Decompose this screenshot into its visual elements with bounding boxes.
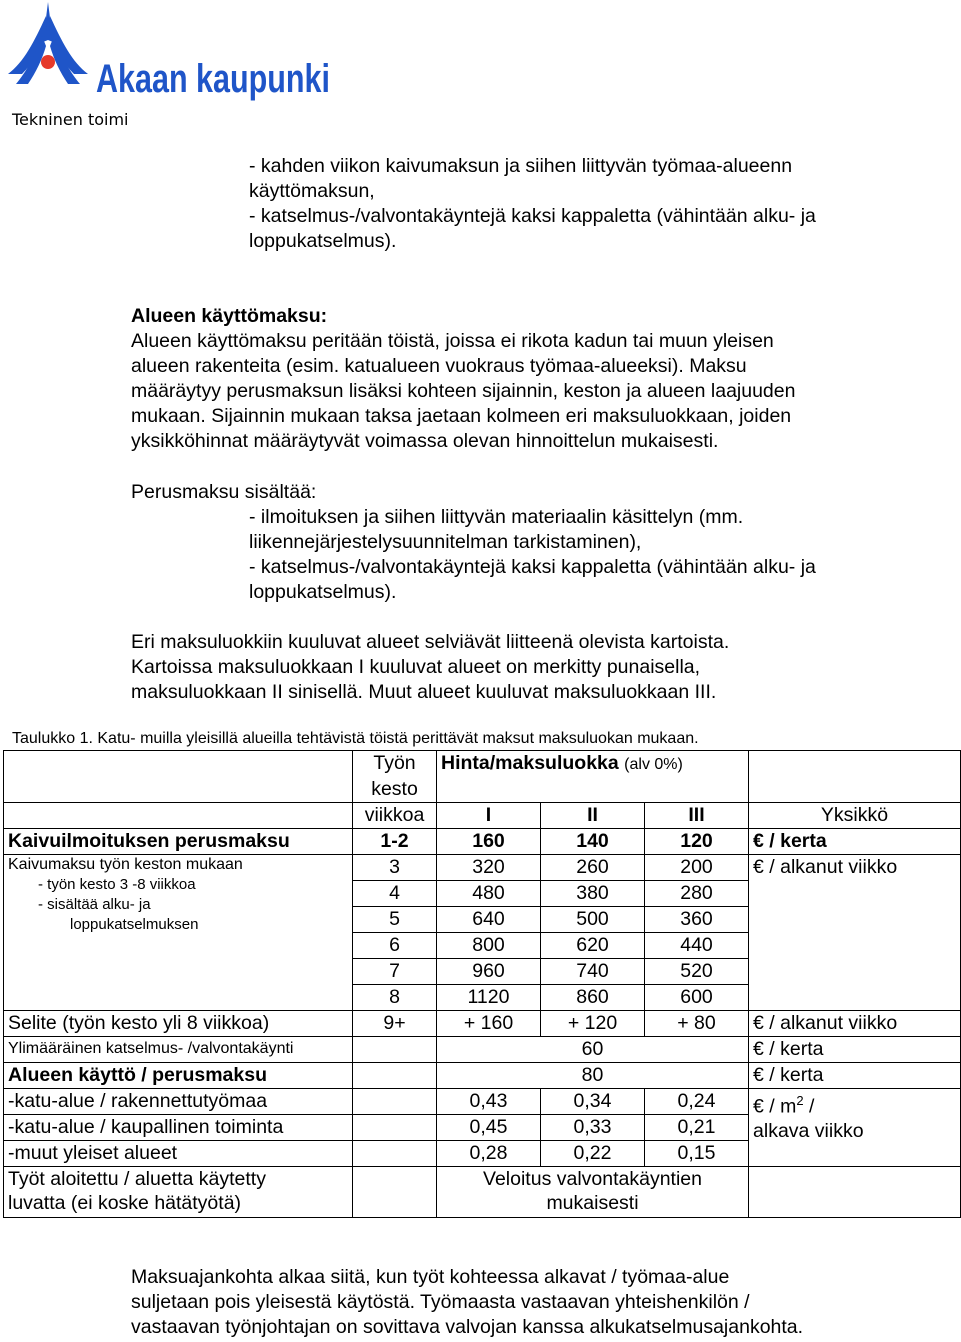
payment-timing-paragraph	[131, 1265, 803, 1340]
empty-cell	[353, 1089, 437, 1115]
price-cell: 280	[645, 881, 749, 907]
text-line: loppukatselmus).	[249, 230, 397, 252]
empty-cell	[4, 803, 353, 829]
table-row	[4, 1063, 961, 1089]
unit-cell: € / kerta	[749, 1037, 961, 1063]
class-header: III	[645, 803, 749, 829]
price-cell: + 160	[437, 1011, 541, 1037]
table-row	[4, 1011, 961, 1037]
price-cell: 0,24	[645, 1089, 749, 1115]
city-logo	[4, 2, 334, 102]
text-line: yksikköhinnat määräytyvät voimassa olevan hinnoittelun mukaisesti.	[131, 430, 719, 452]
price-cell: 620	[541, 933, 645, 959]
price-cell: 160	[437, 829, 541, 855]
logo-text: Akaan kaupunki	[96, 57, 330, 101]
text-line: Maksuajankohta alkaa siitä, kun työt kohteessa alkavat / työmaa-alue	[131, 1266, 730, 1288]
price-cell: 520	[645, 959, 749, 985]
price-cell: 480	[437, 881, 541, 907]
price-cell: 0,21	[645, 1115, 749, 1141]
text-line: - ilmoituksen ja siihen liittyvän materiaalin käsittelyn (mm.	[249, 506, 744, 528]
price-cell: + 80	[645, 1011, 749, 1037]
row-label: Työt aloitettu / aluetta käytetty luvatta (ei koske hätätyötä)	[4, 1167, 353, 1218]
price-cell: 0,22	[541, 1141, 645, 1167]
unit-line: € / $m^2$ /	[753, 1093, 815, 1118]
class-header: II	[541, 803, 645, 829]
unit-cell: € / kerta	[749, 829, 961, 855]
empty-cell	[353, 1063, 437, 1089]
text-line: alueen rakenteita (esim. katualueen vuokraus työmaa-alueeksi). Maksu	[131, 355, 747, 377]
price-cell: 0,15	[645, 1141, 749, 1167]
table-header-row	[4, 751, 961, 778]
duration-cell: 9+	[353, 1011, 437, 1037]
text-line: - katselmus-/valvontakäyntejä kaksi kappaletta (vähintään alku- ja	[249, 556, 816, 578]
price-cell: 0,28	[437, 1141, 541, 1167]
price-cell: 0,45	[437, 1115, 541, 1141]
base-fee-list	[249, 505, 816, 605]
price-cell: 600	[645, 985, 749, 1011]
price-cell: + 120	[541, 1011, 645, 1037]
price-cell: 80	[437, 1063, 749, 1089]
duration-cell: 1-2	[353, 829, 437, 855]
table-row	[4, 829, 961, 855]
duration-cell: 3	[353, 855, 437, 881]
price-cell: 500	[541, 907, 645, 933]
unit-cell: € / alkanut viikko	[749, 855, 961, 1011]
table-caption: Taulukko 1. Katu- muilla yleisillä alueilla tehtävistä töistä perittävät maksut maksuluokan mukaan.	[12, 730, 699, 747]
duration-cell: 4	[353, 881, 437, 907]
text-line: mukaan. Sijainnin mukaan taksa jaetaan kolmeen eri maksuluokkaan, joiden	[131, 405, 792, 427]
empty-cell	[4, 751, 353, 778]
duration-cell: 6	[353, 933, 437, 959]
row-label: -muut yleiset alueet	[4, 1141, 353, 1167]
row-label: Ylimääräinen katselmus- /valvontakäynti	[4, 1037, 353, 1063]
price-cell: 140	[541, 829, 645, 855]
logo-emblem-icon	[8, 2, 88, 84]
duration-cell: 7	[353, 959, 437, 985]
note-line: loppukatselmuksen	[70, 916, 199, 933]
row-label: Selite (työn kesto yli 8 viikkoa)	[4, 1011, 353, 1037]
text-line: suljetaan pois yleisestä käytöstä. Työmaasta vastaavan yhteishenkilön /	[131, 1291, 750, 1313]
unit-cell: € / alkanut viikko	[749, 1011, 961, 1037]
section-heading: Alueen käyttömaksu:	[131, 305, 328, 327]
text-line: käyttömaksun,	[249, 180, 375, 202]
area-unit-cell	[749, 1089, 961, 1167]
table-header-row	[4, 803, 961, 829]
unit-header: Yksikkö	[749, 803, 961, 829]
text-line: - katselmus-/valvontakäyntejä kaksi kappaletta (vähintään alku- ja	[249, 205, 816, 227]
table-row	[4, 855, 961, 881]
price-cell: 380	[541, 881, 645, 907]
price-cell: 360	[645, 907, 749, 933]
price-cell: 260	[541, 855, 645, 881]
text-line: Kartoissa maksuluokkaan I kuuluvat alueet on merkitty punaisella,	[131, 656, 701, 678]
price-cell: 800	[437, 933, 541, 959]
area-fee-section	[131, 304, 795, 454]
intro-paragraph	[249, 154, 816, 254]
text-line: liikennejärjestelysuunnitelman tarkistaminen),	[249, 531, 642, 553]
price-cell: Veloitus valvontakäyntien mukaisesti	[437, 1167, 749, 1218]
class-header: I	[437, 803, 541, 829]
row-label: -katu-alue / kaupallinen toiminta	[4, 1115, 353, 1141]
text-line: loppukatselmus).	[249, 581, 397, 603]
text-line: maksuluokkaan II sinisellä. Muut alueet kuuluvat maksuluokkaan III.	[131, 681, 717, 703]
table-row	[4, 1037, 961, 1063]
price-cell: 120	[645, 829, 749, 855]
note-line: - sisältää alku- ja	[38, 896, 151, 913]
note-line: - työn kesto 3 -8 viikkoa	[38, 876, 196, 893]
text-line: vastaavan työnjohtajan on sovittava valvojan kanssa alkukatselmusajankohta.	[131, 1316, 804, 1338]
base-fee-heading: Perusmaksu sisältää:	[131, 481, 317, 503]
price-cell: 640	[437, 907, 541, 933]
duration-cell: 8	[353, 985, 437, 1011]
duration-header: Työn	[353, 751, 437, 778]
empty-cell	[437, 777, 749, 803]
fee-table	[3, 750, 961, 1218]
duration-cell: 5	[353, 907, 437, 933]
empty-cell	[353, 1167, 437, 1218]
price-cell: 320	[437, 855, 541, 881]
table-row	[4, 1089, 961, 1115]
price-cell: 1120	[437, 985, 541, 1011]
price-cell: 0,33	[541, 1115, 645, 1141]
empty-cell	[353, 1115, 437, 1141]
empty-cell	[4, 777, 353, 803]
text-line: Eri maksuluokkiin kuuluvat alueet selviävät liitteenä olevista kartoista.	[131, 631, 730, 653]
price-header: Hinta/maksuluokka (alv 0%)	[437, 751, 749, 778]
empty-cell	[749, 777, 961, 803]
price-cell: 60	[437, 1037, 749, 1063]
dig-fee-label	[4, 855, 353, 1011]
empty-cell	[353, 1037, 437, 1063]
text-line: Alueen käyttömaksu peritään töistä, joissa ei rikota kadun tai muun yleisen	[131, 330, 774, 352]
department-name: Tekninen toimi	[12, 110, 129, 129]
price-cell: 440	[645, 933, 749, 959]
price-cell: 860	[541, 985, 645, 1011]
price-cell: 0,43	[437, 1089, 541, 1115]
row-label: Kaivuilmoituksen perusmaksu	[4, 829, 353, 855]
price-cell: 740	[541, 959, 645, 985]
table-header-row	[4, 777, 961, 803]
duration-header: kesto	[353, 777, 437, 803]
empty-cell	[749, 1167, 961, 1218]
row-label: Alueen käyttö / perusmaksu	[4, 1063, 353, 1089]
empty-cell	[749, 751, 961, 778]
row-label: Kaivumaksu työn keston mukaan	[8, 856, 243, 873]
unit-cell: € / kerta	[749, 1063, 961, 1089]
unit-line: alkava viikko	[753, 1119, 864, 1142]
empty-cell	[353, 1141, 437, 1167]
price-cell: 200	[645, 855, 749, 881]
row-label: -katu-alue / rakennettutyömaa	[4, 1089, 353, 1115]
text-line: - kahden viikon kaivumaksun ja siihen liittyvän työmaa-alueenn	[249, 155, 793, 177]
price-cell: 960	[437, 959, 541, 985]
price-cell: 0,34	[541, 1089, 645, 1115]
fee-classes-paragraph	[131, 630, 729, 705]
text-line: määräytyy perusmaksun lisäksi kohteen sijainnin, keston ja alueen laajuuden	[131, 380, 796, 402]
weeks-header: viikkoa	[353, 803, 437, 829]
logo-sun-icon	[41, 55, 55, 69]
table-row	[4, 1167, 961, 1218]
